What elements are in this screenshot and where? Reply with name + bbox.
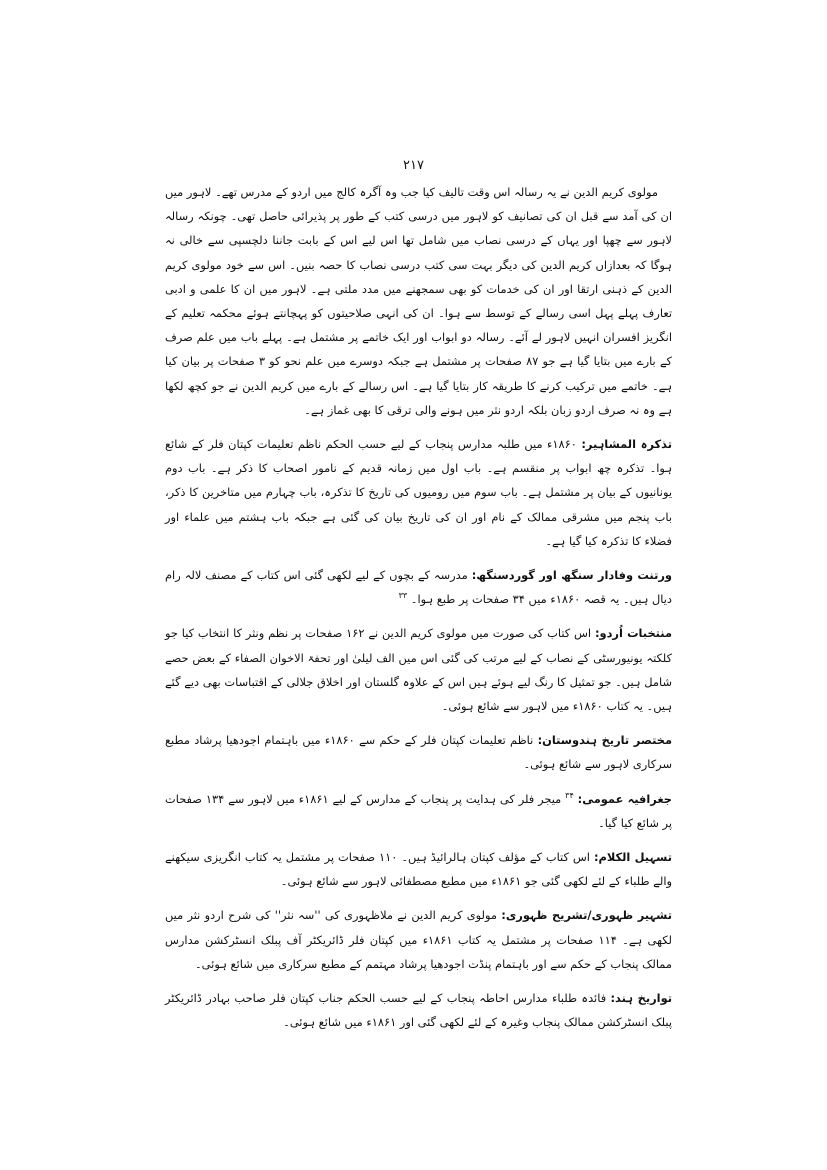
footnote-marker: ۳۳ [398,591,408,601]
entry-text: فائدہ طلباء مدارس احاطہ پنجاب کے لیے حسب الحکم جناب کپتان فلر صاحب بہادر ڈائریکٹر پبلک انسٹرکشن ممالک پنجاب وغیرہ کے لئے لکھی گئی اور ۱۸۶۱ء میں شائع ہوئی۔ [165,991,672,1030]
entry-muntakhabat-urdu [165,621,672,718]
footnote-marker: ۳۴ [565,790,574,800]
entry-text: مولوی کریم الدین نے ملاظہوری کی ''سہ نثر'' کی شرح اردو نثر میں لکھی ہے۔ ۱۱۴ صفحات پر مشتمل یہ کتاب ۱۸۶۱ء میں کپتان فلر ڈائریکٹر آف پبلک انسٹرکشن مدارس ممالک پنجاب کے حکم سے اور باہتمام پنڈت اجودھیا پرشاد مہتمم کے مطبع سرکاری میں شائع ہوئی۔ [165,908,672,971]
entry-heading: تشہیر ظہوری/تشریح ظہوری: [501,908,672,923]
entry-jughrafia-umumi [165,787,672,835]
entry-heading: تواریخ ہند: [610,991,672,1006]
entry-text: ۱۸۶۰ء میں طلبہ مدارس پنجاب کے لیے حسب الحکم ناظم تعلیمات کپتان فلر کے شائع ہوا۔ تذکرہ چھ ابواب پر منقسم ہے۔ باب اول میں زمانہ قدیم کے نامور اصحاب کا ذکر ہے۔ باب دوم یونانیوں کے بیان پر مشتمل ہے۔ باب سوم میں رومیوں کی تاریخ کا تذکرہ، باب چہارم میں متاخرین کا ذکر، باب پنجم میں مشرقی ممالک کے نام اور ان کی تاریخ بیان کی گئی ہے جبکہ باب ہشتم میں علماء اور فضلاء کا تذکرہ کیا گیا ہے۔ [165,437,672,548]
entry-heading: ورتنت وفادار سنگھ اور گوردسنگھ: [471,568,672,583]
entry-text: اس کتاب کے مؤلف کپتان ہالرائیڈ ہیں۔ ۱۱۰ صفحات پر مشتمل یہ کتاب انگریزی سیکھنے والے طلباء کے لئے لکھی گئی جو ۱۸۶۱ء میں مطبع مصطفائی لاہور سے شائع ہوئی۔ [165,850,672,889]
entry-heading: مختصر تاریخ ہندوستان: [537,733,672,748]
entry-tazkira-ul-mashahir [165,432,672,553]
entry-text: اس کتاب کی صورت میں مولوی کریم الدین نے ۱۶۲ صفحات پر نظم ونثر کا انتخاب کیا جو کلکتہ یونیورسٹی کے نصاب کے لیے مرتب کی گئی اس میں الف لیلیٰ اور تحفۃ الاخوان الصفاء کے بعض حصے شامل ہیں۔ جو تمثیل کا رنگ لیے ہوئے ہیں اس کے علاوہ گلستان اور اخلاق جلالی کے اقتباسات بھی دیے گئے ہیں۔ یہ کتاب ۱۸۶۰ء میں لاہور سے شائع ہوئی۔ [165,626,672,714]
intro-paragraph: مولوی کریم الدین نے یہ رسالہ اس وقت تالیف کیا جب وہ آگرہ کالج میں اردو کے مدرس تھے۔ لاہور میں ان کی آمد سے قبل ان کی تصانیف کو لاہور میں درسی کتب کے طور پر پذیرائی حاصل تھی۔ چونکہ رسالہ لاہور سے چھپا اور یہاں کے درسی نصاب میں شامل تھا اس لیے اس کے بابت جاننا دلچسپی سے خالی نہ ہوگا کہ بعدازاں کریم الدین کی دیگر بہت سی کتب درسی نصاب کا حصہ بنیں۔ اس سے خود مولوی کریم الدین کے ذہنی ارتقا اور ان کی خدمات کو بھی سمجھنے میں مدد ملتی ہے۔ لاہور میں ان کا علمی و ادبی تعارف پہلے پہل اسی رسالے کے توسط سے ہوا۔ ان کی انہی صلاحیتوں کو پہچانتے ہوئے محکمہ تعلیم کے انگریز افسران انہیں لاہور لے آئے۔ رسالہ دو ابواب اور ایک خاتمے پر مشتمل ہے۔ پہلے باب میں علم صرف کے بارے میں بتایا گیا ہے جو ۸۷ صفحات پر مشتمل ہے جبکہ دوسرے میں علم نحو کو ۳ صفحات پر بیان کیا ہے۔ خاتمے میں ترکیب کرنے کا طریقہ کار بتایا گیا ہے۔ اس رسالے کے بارے میں کریم الدین نے جو کچھ لکھا ہے وہ نہ صرف اردو زبان بلکہ اردو نثر میں ہونے والی ترقی کا بھی غماز ہے۔ [165,185,672,417]
entry-heading: منتخبات اُردو: [594,626,672,641]
entry-text: مدرسہ کے بچوں کے لیے لکھی گئی اس کتاب کے مصنف لالہ رام دیال ہیں۔ یہ قصہ ۱۸۶۰ء میں ۳۴ صفحات پر طبع ہوا۔ [165,568,672,607]
entry-heading: تسہیل الکلام: [593,850,672,865]
entry-mukhtasar-tareekh [165,728,672,776]
entry-heading: جغرافیہ عمومی: [577,791,672,806]
page-content [165,180,672,1045]
entry-text: میجر فلر کی ہدایت پر پنجاب کے مدارس کے لیے ۱۸۶۱ء میں لاہور سے ۱۳۴ صفحات پر شائع کیا گیا۔ [165,791,672,830]
entry-tawareekh-hind [165,986,672,1034]
entry-wafadar-singh [165,563,672,611]
entry-tasheel-ul-kalam [165,845,672,893]
entry-tashreeh-zahoori [165,903,672,976]
page-number: ۲۱۷ [403,158,424,173]
entry-text: ناظم تعلیمات کپتان فلر کے حکم سے ۱۸۶۰ء میں باہتمام اجودھیا پرشاد مطبع سرکاری لاہور سے شائع ہوئی۔ [165,733,672,772]
entry-heading: تذکرہ المشاہیر: [581,437,673,452]
